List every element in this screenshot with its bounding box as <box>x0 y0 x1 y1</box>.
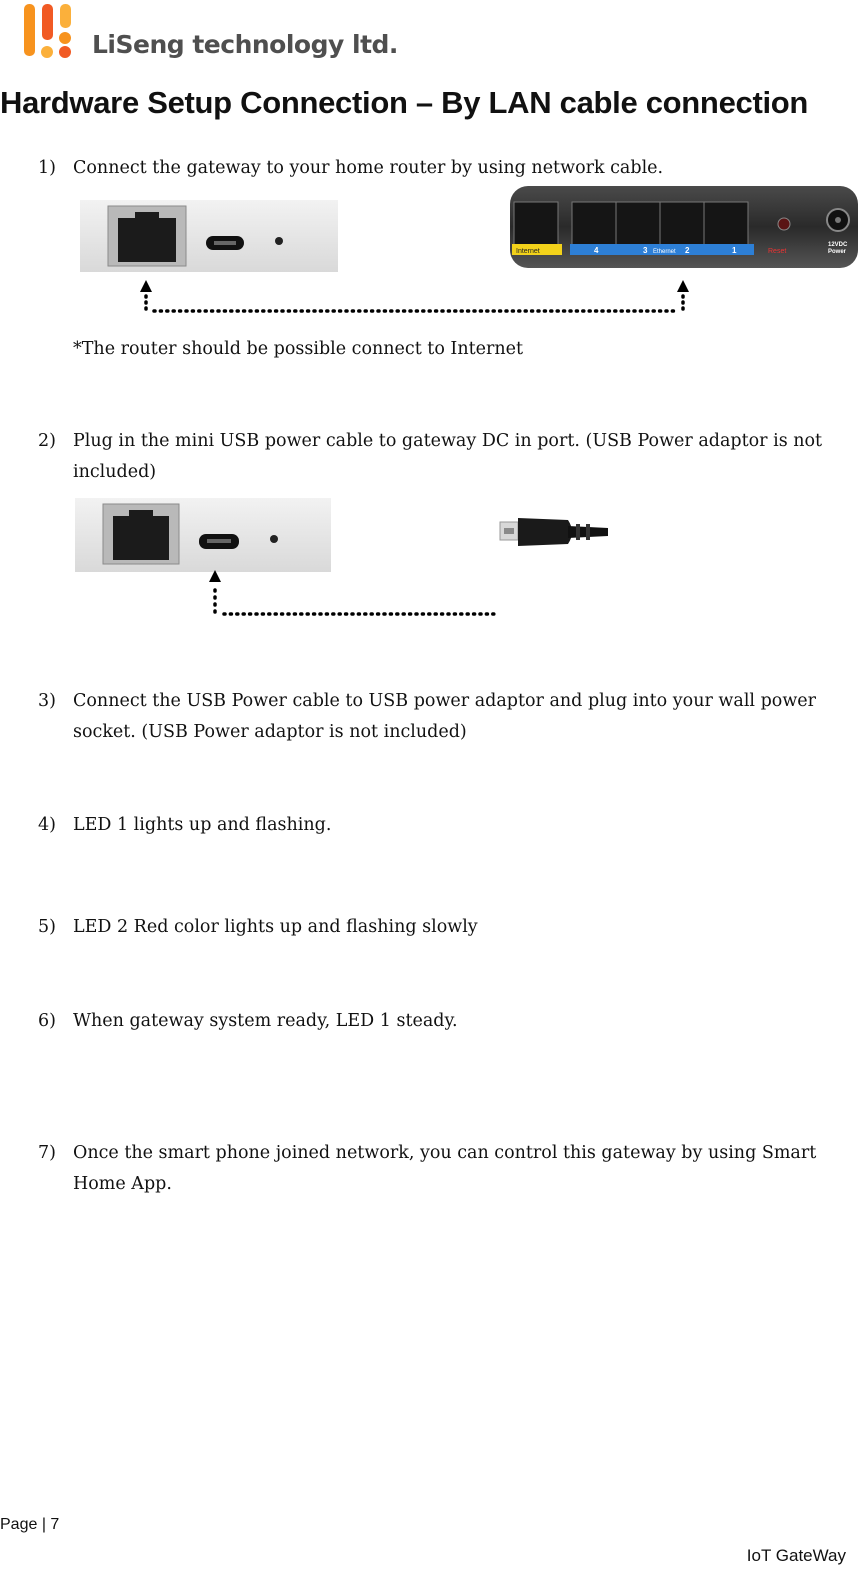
arrow-up-icon <box>140 280 152 292</box>
step-number: 1) <box>38 158 56 178</box>
step-7 <box>38 1138 848 1200</box>
company-name: LiSeng technology ltd. <box>92 30 398 59</box>
step-6 <box>38 1006 848 1037</box>
port-2-label: 2 <box>685 246 690 255</box>
step-number: 2) <box>38 431 56 451</box>
gateway-ports-photo <box>80 196 338 274</box>
port-1-label: 1 <box>732 246 737 255</box>
liseng-logo-icon <box>22 2 84 62</box>
step-4 <box>38 810 848 841</box>
page-number: Page | 7 <box>0 1516 60 1533</box>
connection-indicator-1 <box>130 278 700 318</box>
router-back-panel-photo <box>510 184 858 270</box>
step-number: 4) <box>38 815 56 835</box>
step-text: Plug in the mini USB power cable to gateway DC in port. (USB Power adaptor is not included) <box>73 431 823 482</box>
reset-label: Reset <box>768 248 787 255</box>
micro-usb-cable-photo <box>498 512 610 552</box>
arrow-up-icon <box>677 280 689 292</box>
arrow-up-icon <box>209 570 221 582</box>
step-text: When gateway system ready, LED 1 steady. <box>73 1011 458 1031</box>
gateway-usb-port-photo <box>75 494 331 574</box>
step-3 <box>38 686 848 748</box>
step-text: Connect the gateway to your home router by using network cable. <box>73 158 664 178</box>
step-text: LED 2 Red color lights up and flashing slowly <box>73 917 478 937</box>
step-number: 3) <box>38 691 56 711</box>
step-number: 6) <box>38 1011 56 1031</box>
step-text: Once the smart phone joined network, you can control this gateway by using Smart Home App. <box>73 1143 817 1194</box>
step-2 <box>38 426 848 488</box>
internet-label: Internet <box>516 248 540 255</box>
step-5 <box>38 912 848 943</box>
port-4-label: 4 <box>594 246 599 255</box>
step-text: LED 1 lights up and flashing. <box>73 815 332 835</box>
connection-indicator-2 <box>200 568 510 620</box>
step-1 <box>38 153 848 184</box>
product-name: IoT GateWay <box>746 1546 846 1565</box>
step-number: 5) <box>38 917 56 937</box>
power-label-top: 12VDC <box>828 242 848 248</box>
ethernet-label: Ethernet <box>653 249 676 255</box>
router-note: *The router should be possible connect to Internet <box>73 339 524 359</box>
step-number: 7) <box>38 1143 56 1163</box>
power-label-bottom: Power <box>828 249 847 255</box>
port-3-label: 3 <box>643 246 648 255</box>
step-text: Connect the USB Power cable to USB power adaptor and plug into your wall power socket. (USB Power adaptor is not included) <box>73 691 817 742</box>
page-title: Hardware Setup Connection – By LAN cable connection <box>0 85 809 120</box>
